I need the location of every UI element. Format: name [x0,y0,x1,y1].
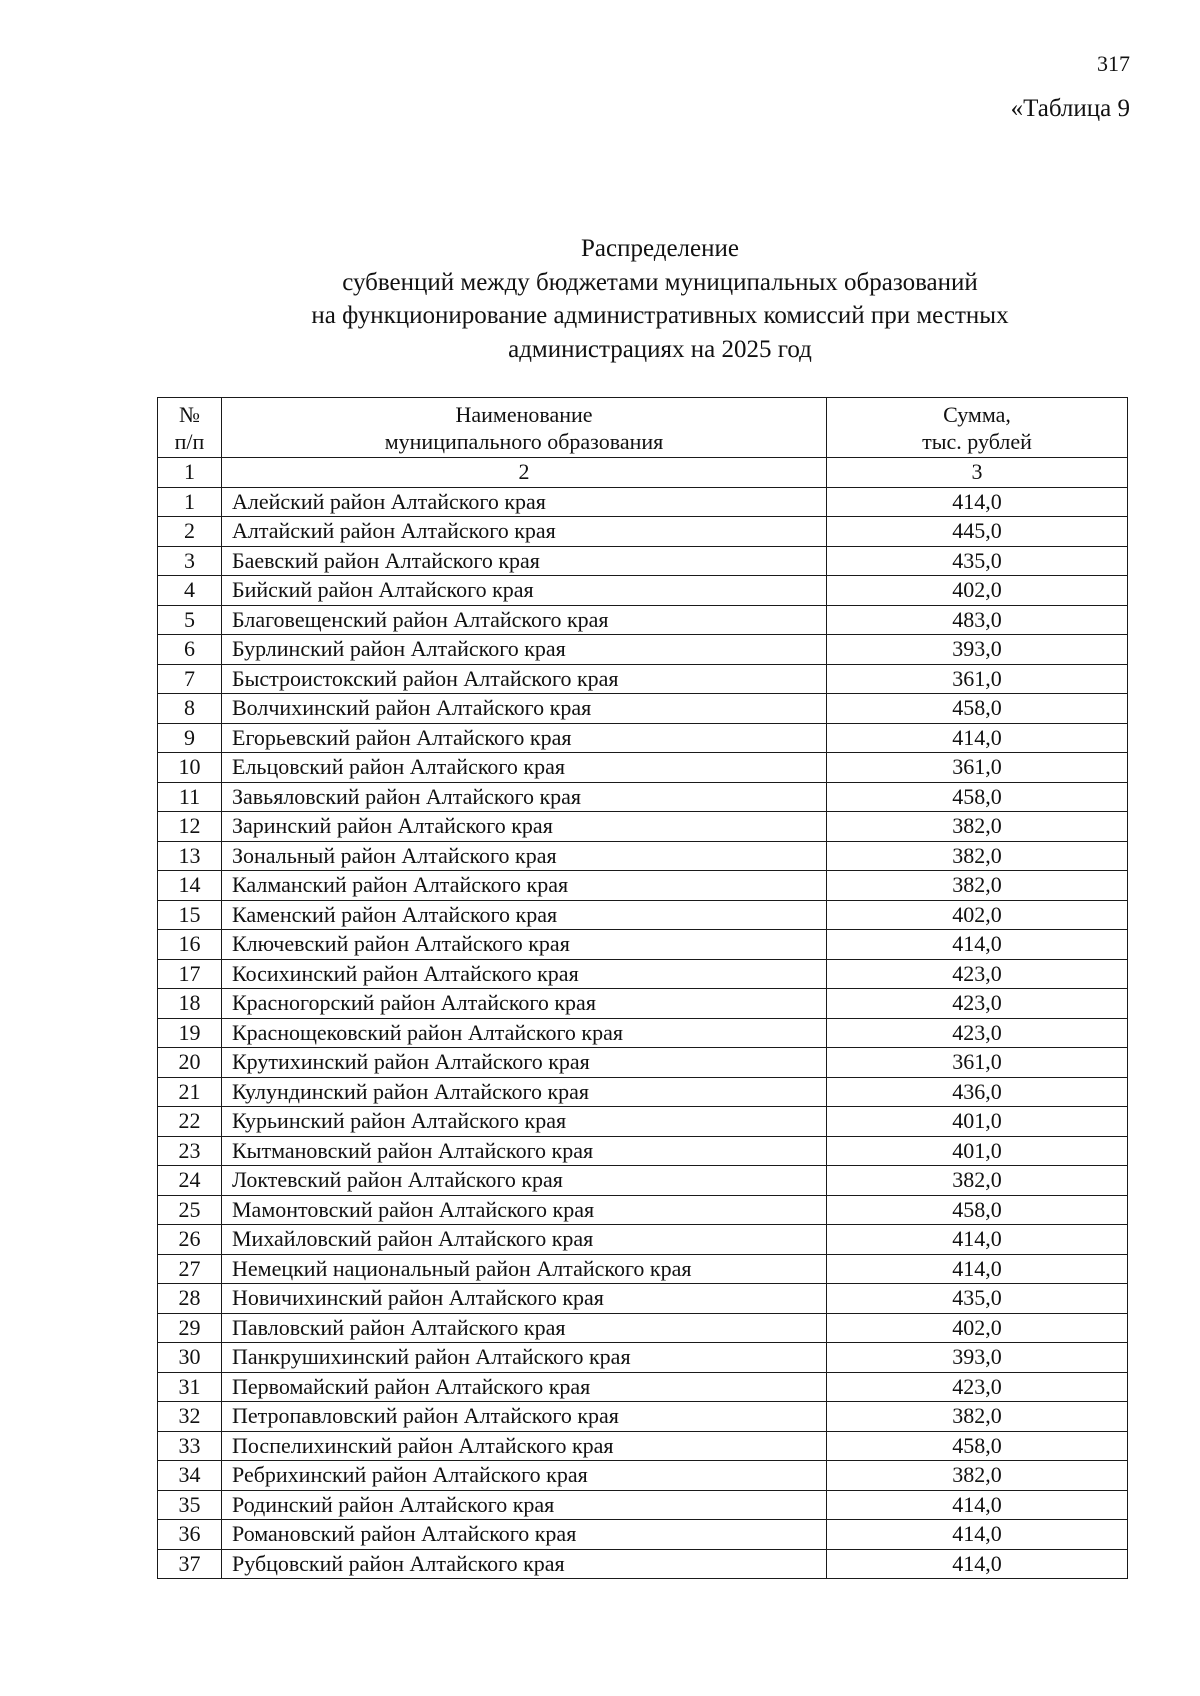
table-row [158,989,1128,1019]
row-number: 20 [158,1048,222,1078]
subvention-amount: 401,0 [827,1136,1128,1166]
row-number: 6 [158,635,222,665]
table-label: «Таблица 9 [1010,95,1130,122]
table-row [158,1372,1128,1402]
row-number: 27 [158,1254,222,1284]
subvention-amount: 414,0 [827,930,1128,960]
table-row [158,812,1128,842]
row-number: 37 [158,1549,222,1579]
subvention-amount: 414,0 [827,723,1128,753]
subvention-amount: 414,0 [827,1490,1128,1520]
table-row [158,930,1128,960]
table-row [158,694,1128,724]
header-number-line2: п/п [174,428,205,454]
municipality-name: Красногорский район Алтайского края [222,989,827,1019]
municipality-name: Быстроистокский район Алтайского края [222,664,827,694]
municipality-name: Немецкий национальный район Алтайского края [222,1254,827,1284]
table-row [158,1018,1128,1048]
table-row [158,1490,1128,1520]
municipality-name: Панкрушихинский район Алтайского края [222,1343,827,1373]
municipality-name: Курьинский район Алтайского края [222,1107,827,1137]
row-number: 26 [158,1225,222,1255]
municipality-name: Косихинский район Алтайского края [222,959,827,989]
header-name-line1: Наименование [455,401,593,427]
municipality-name: Родинский район Алтайского края [222,1490,827,1520]
table-row [158,871,1128,901]
row-number: 14 [158,871,222,901]
municipality-name: Локтевский район Алтайского края [222,1166,827,1196]
subvention-amount: 458,0 [827,694,1128,724]
municipality-name: Бийский район Алтайского края [222,576,827,606]
municipality-name: Алейский район Алтайского края [222,487,827,517]
column-index: 1 [158,458,222,488]
title-line: на функционирование административных комиссий при местных [311,302,1009,329]
table-row [158,1313,1128,1343]
row-number: 2 [158,517,222,547]
document-title [230,232,1090,366]
row-number: 10 [158,753,222,783]
row-number: 31 [158,1372,222,1402]
table-row [158,1549,1128,1579]
column-index: 3 [827,458,1128,488]
subvention-amount: 402,0 [827,1313,1128,1343]
table-row [158,487,1128,517]
municipality-name: Волчихинский район Алтайского края [222,694,827,724]
row-number: 22 [158,1107,222,1137]
subvention-amount: 423,0 [827,1018,1128,1048]
table-row [158,1520,1128,1550]
subvention-amount: 402,0 [827,576,1128,606]
header-name [222,398,827,458]
row-number: 12 [158,812,222,842]
subvention-amount: 393,0 [827,635,1128,665]
header-sum-line1: Сумма, [943,401,1011,427]
row-number: 5 [158,605,222,635]
municipality-name: Калманский район Алтайского края [222,871,827,901]
municipality-name: Баевский район Алтайского края [222,546,827,576]
row-number: 13 [158,841,222,871]
subvention-amount: 423,0 [827,989,1128,1019]
header-name-line2: муниципального образования [384,428,664,454]
subvention-amount: 414,0 [827,1254,1128,1284]
subvention-amount: 361,0 [827,753,1128,783]
distribution-table [157,397,1128,1579]
table-row [158,1431,1128,1461]
row-number: 36 [158,1520,222,1550]
municipality-name: Кытмановский район Алтайского края [222,1136,827,1166]
subvention-amount: 436,0 [827,1077,1128,1107]
municipality-name: Ельцовский район Алтайского края [222,753,827,783]
subvention-amount: 435,0 [827,1284,1128,1314]
municipality-name: Бурлинский район Алтайского края [222,635,827,665]
row-number: 32 [158,1402,222,1432]
table-row [158,1107,1128,1137]
row-number: 28 [158,1284,222,1314]
header-number [158,398,222,458]
subvention-amount: 423,0 [827,959,1128,989]
row-number: 30 [158,1343,222,1373]
table-header-row [158,398,1128,458]
table-row [158,959,1128,989]
row-number: 18 [158,989,222,1019]
subvention-amount: 382,0 [827,812,1128,842]
row-number: 1 [158,487,222,517]
municipality-name: Новичихинский район Алтайского края [222,1284,827,1314]
municipality-name: Рубцовский район Алтайского края [222,1549,827,1579]
row-number: 17 [158,959,222,989]
table-row [158,605,1128,635]
row-number: 15 [158,900,222,930]
municipality-name: Мамонтовский район Алтайского края [222,1195,827,1225]
municipality-name: Алтайский район Алтайского края [222,517,827,547]
table-body [158,487,1128,1579]
municipality-name: Павловский район Алтайского края [222,1313,827,1343]
subvention-amount: 414,0 [827,1225,1128,1255]
municipality-name: Михайловский район Алтайского края [222,1225,827,1255]
subvention-amount: 414,0 [827,1549,1128,1579]
table-row [158,723,1128,753]
municipality-name: Каменский район Алтайского края [222,900,827,930]
row-number: 34 [158,1461,222,1491]
table-row [158,517,1128,547]
municipality-name: Поспелихинский район Алтайского края [222,1431,827,1461]
table-row [158,841,1128,871]
row-number: 23 [158,1136,222,1166]
subvention-amount: 402,0 [827,900,1128,930]
row-number: 24 [158,1166,222,1196]
subvention-amount: 393,0 [827,1343,1128,1373]
municipality-name: Романовский район Алтайского края [222,1520,827,1550]
row-number: 29 [158,1313,222,1343]
row-number: 9 [158,723,222,753]
row-number: 4 [158,576,222,606]
header-sum-line2: тыс. рублей [922,428,1032,454]
subvention-amount: 382,0 [827,871,1128,901]
subvention-amount: 382,0 [827,841,1128,871]
row-number: 21 [158,1077,222,1107]
municipality-name: Заринский район Алтайского края [222,812,827,842]
table-row [158,1254,1128,1284]
row-number: 7 [158,664,222,694]
column-index-row [158,458,1128,488]
table-row [158,1284,1128,1314]
subvention-amount: 361,0 [827,1048,1128,1078]
subvention-amount: 458,0 [827,1195,1128,1225]
subvention-amount: 458,0 [827,782,1128,812]
subvention-amount: 414,0 [827,487,1128,517]
municipality-name: Ребрихинский район Алтайского края [222,1461,827,1491]
row-number: 8 [158,694,222,724]
table-row [158,1166,1128,1196]
subvention-amount: 458,0 [827,1431,1128,1461]
title-line: Распределение [581,235,739,262]
subvention-amount: 445,0 [827,517,1128,547]
header-number-line1: № [179,401,200,427]
table-row [158,1048,1128,1078]
table-row [158,1343,1128,1373]
row-number: 16 [158,930,222,960]
table-row [158,1195,1128,1225]
table-row [158,1077,1128,1107]
subvention-amount: 382,0 [827,1166,1128,1196]
subvention-amount: 382,0 [827,1461,1128,1491]
row-number: 11 [158,782,222,812]
municipality-name: Крутихинский район Алтайского края [222,1048,827,1078]
municipality-name: Завьяловский район Алтайского края [222,782,827,812]
table-row [158,546,1128,576]
table-row [158,1461,1128,1491]
table-row [158,664,1128,694]
municipality-name: Егорьевский район Алтайского края [222,723,827,753]
page-number: 317 [1097,51,1130,76]
table-row [158,1136,1128,1166]
table-row [158,635,1128,665]
row-number: 35 [158,1490,222,1520]
subvention-amount: 435,0 [827,546,1128,576]
row-number: 25 [158,1195,222,1225]
subvention-amount: 423,0 [827,1372,1128,1402]
municipality-name: Кулундинский район Алтайского края [222,1077,827,1107]
municipality-name: Первомайский район Алтайского края [222,1372,827,1402]
table-row [158,782,1128,812]
header-sum [827,398,1128,458]
table-row [158,1402,1128,1432]
row-number: 19 [158,1018,222,1048]
municipality-name: Ключевский район Алтайского края [222,930,827,960]
column-index: 2 [222,458,827,488]
table-row [158,1225,1128,1255]
municipality-name: Краснощековский район Алтайского края [222,1018,827,1048]
title-line: субвенций между бюджетами муниципальных образований [342,268,978,296]
row-number: 3 [158,546,222,576]
municipality-name: Зональный район Алтайского края [222,841,827,871]
subvention-amount: 382,0 [827,1402,1128,1432]
municipality-name: Благовещенский район Алтайского края [222,605,827,635]
title-line: администрациях на 2025 год [508,335,812,363]
table-row [158,900,1128,930]
subvention-amount: 483,0 [827,605,1128,635]
table-row [158,753,1128,783]
row-number: 33 [158,1431,222,1461]
subvention-amount: 361,0 [827,664,1128,694]
subvention-amount: 414,0 [827,1520,1128,1550]
subvention-amount: 401,0 [827,1107,1128,1137]
municipality-name: Петропавловский район Алтайского края [222,1402,827,1432]
table-row [158,576,1128,606]
